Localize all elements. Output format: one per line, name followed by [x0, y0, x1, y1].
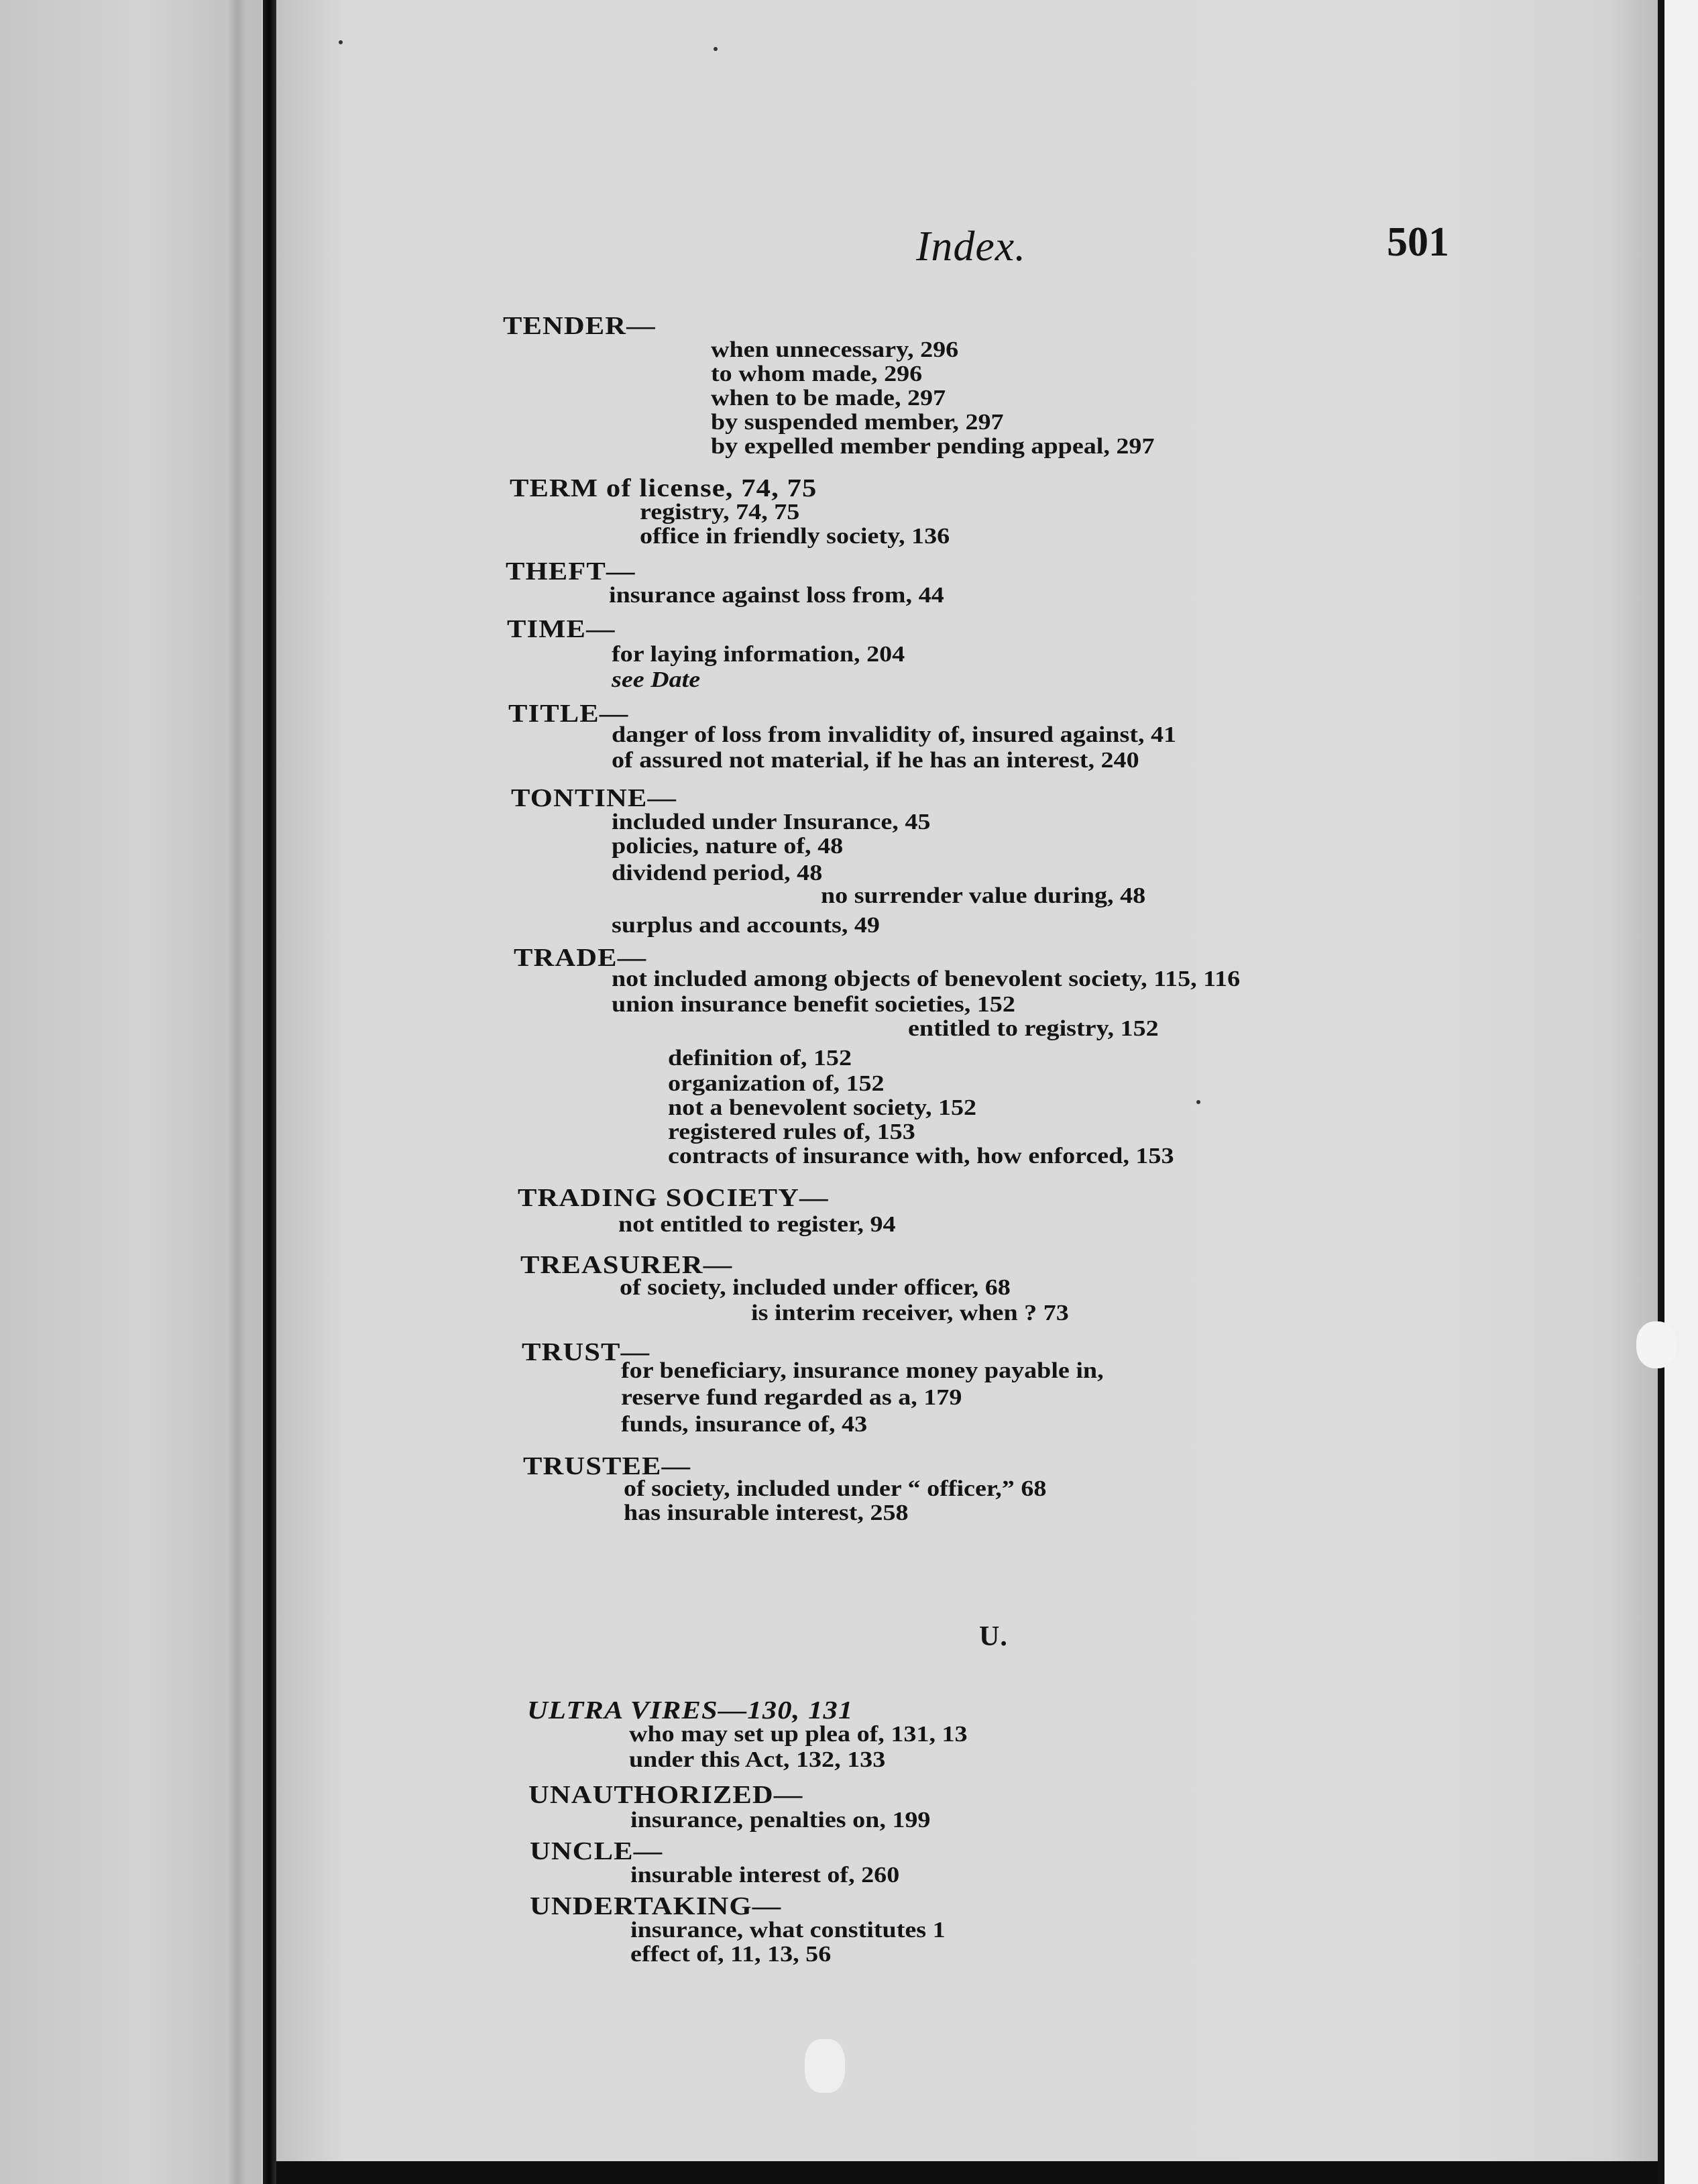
index-heading: UNAUTHORIZED—	[528, 1781, 803, 1809]
index-subentry: of society, included under “ officer,” 68	[624, 1476, 1047, 1501]
index-heading: TREASURER—	[520, 1251, 733, 1279]
facing-page	[0, 0, 262, 2184]
index-heading: TRADE—	[514, 944, 647, 972]
index-subentry: reserve fund regarded as a, 179	[621, 1385, 962, 1410]
index-subentry: not a benevolent society, 152	[668, 1095, 977, 1120]
index-subentry: included under Insurance, 45	[612, 810, 931, 834]
index-subentry: dividend period, 48	[612, 861, 823, 885]
index-subentry: who may set up plea of, 131, 13	[629, 1722, 968, 1747]
index-heading: TIME—	[507, 615, 616, 643]
index-subentry: insurance, penalties on, 199	[630, 1808, 931, 1833]
index-subentry: has insurable interest, 258	[624, 1500, 909, 1525]
index-subentry: to whom made, 296	[711, 362, 923, 386]
index-subentry: when unnecessary, 296	[711, 337, 959, 362]
index-heading: UNDERTAKING—	[530, 1892, 782, 1920]
index-heading: TONTINE—	[511, 784, 677, 812]
index-subentry: definition of, 152	[668, 1046, 852, 1071]
index-subentry: of assured not material, if he has an interest, 240	[612, 748, 1139, 773]
index-subentry: of society, included under officer, 68	[620, 1275, 1011, 1300]
index-subentry: registered rules of, 153	[668, 1120, 915, 1144]
gutter-shadow	[228, 0, 247, 2184]
index-subentry: is interim receiver, when ? 73	[751, 1301, 1069, 1325]
index-heading: TRUSTEE—	[523, 1452, 691, 1480]
page-edge-shadow	[1609, 0, 1658, 2184]
index-subentry: danger of loss from invalidity of, insured against, 41	[612, 722, 1177, 747]
paper-blot	[805, 2039, 845, 2093]
index-cross-reference: see Date	[612, 667, 701, 692]
index-subentry: insurance, what constitutes 1	[630, 1918, 946, 1943]
paper-speck	[714, 47, 718, 51]
page-number: 501	[1387, 219, 1449, 265]
index-subentry: when to be made, 297	[711, 386, 946, 411]
page-header-title: Index.	[916, 222, 1027, 270]
index-subentry: under this Act, 132, 133	[629, 1747, 886, 1772]
index-subentry: for beneficiary, insurance money payable in,	[621, 1358, 1104, 1383]
index-subentry: by expelled member pending appeal, 297	[711, 434, 1155, 459]
index-heading: TITLE—	[508, 700, 629, 728]
index-subentry: insurable interest of, 260	[630, 1863, 900, 1888]
index-subentry: effect of, 11, 13, 56	[630, 1942, 832, 1967]
index-heading: UNCLE—	[530, 1837, 663, 1865]
scan-bottom-edge	[276, 2161, 1658, 2184]
index-heading: TRUST—	[522, 1338, 650, 1366]
index-heading: THEFT—	[506, 557, 636, 586]
index-subentry: office in friendly society, 136	[640, 524, 950, 549]
index-heading: TRADING SOCIETY—	[518, 1184, 829, 1212]
index-subentry: policies, nature of, 48	[612, 834, 844, 859]
index-subentry: contracts of insurance with, how enforced, 153	[668, 1144, 1174, 1168]
index-page	[276, 0, 1658, 2184]
index-subentry: not entitled to register, 94	[618, 1212, 896, 1237]
index-subentry: for laying information, 204	[612, 642, 905, 667]
section-letter: U.	[979, 1621, 1008, 1652]
index-heading: TERM of license, 74, 75	[510, 474, 817, 502]
index-heading: ULTRA VIRES—130, 131	[527, 1696, 854, 1725]
scan-margin	[1664, 0, 1698, 2184]
index-heading: TENDER—	[503, 312, 656, 340]
index-subentry: not included among objects of benevolent society, 115, 116	[612, 967, 1241, 991]
index-subentry: no surrender value during, 48	[821, 883, 1146, 908]
index-subentry: surplus and accounts, 49	[612, 913, 880, 938]
index-subentry: registry, 74, 75	[640, 500, 800, 525]
paper-speck	[339, 40, 343, 44]
index-subentry: organization of, 152	[668, 1071, 885, 1096]
index-subentry: by suspended member, 297	[711, 410, 1004, 435]
paper-tear	[1636, 1321, 1677, 1368]
index-subentry: union insurance benefit societies, 152	[612, 992, 1015, 1017]
index-subentry: insurance against loss from, 44	[609, 583, 944, 608]
page-border	[1658, 0, 1664, 2184]
book-gutter	[263, 0, 276, 2184]
index-subentry: funds, insurance of, 43	[621, 1412, 868, 1437]
index-subentry: entitled to registry, 152	[908, 1016, 1159, 1041]
paper-speck	[1196, 1100, 1200, 1104]
